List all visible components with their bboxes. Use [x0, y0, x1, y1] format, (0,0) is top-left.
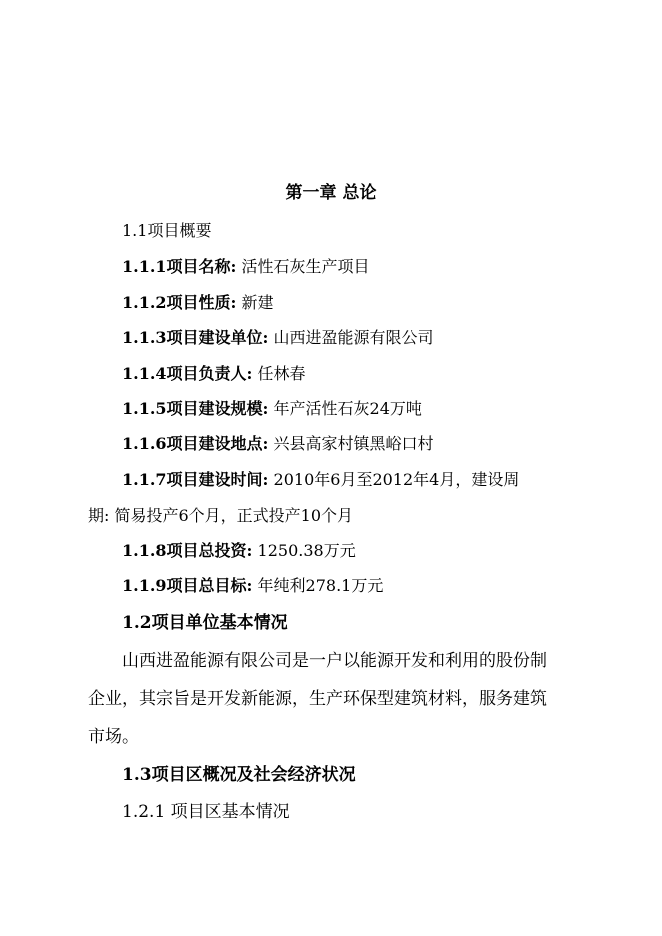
section-heading-1-2: 1.2项目单位基本情况	[122, 613, 288, 633]
item-total-objective	[122, 576, 383, 596]
item-value: 新建	[241, 293, 274, 312]
item-project-leader	[122, 364, 306, 384]
item-project-nature	[122, 293, 274, 313]
item-value: 年产活性石灰24万吨	[273, 399, 422, 418]
chapter-title: 第一章 总论	[285, 183, 377, 203]
section-heading-1-1: 1.1项目概要	[122, 221, 212, 240]
item-value: 兴县高家村镇黑峪口村	[273, 434, 434, 453]
item-total-investment	[122, 541, 356, 561]
item-label: 1.1.4项目负责人:	[122, 364, 253, 383]
item-label: 1.1.9项目总目标:	[122, 576, 253, 595]
item-value: 2010年6月至2012年4月，建设周	[273, 470, 520, 489]
item-value: 活性石灰生产项目	[241, 257, 370, 276]
item-label: 1.1.6项目建设地点:	[122, 434, 269, 453]
item-label: 1.1.8项目总投资:	[122, 541, 253, 560]
item-construction-location	[122, 434, 434, 454]
item-value: 年纯利278.1万元	[257, 576, 384, 595]
item-project-name	[122, 257, 370, 277]
paragraph-line: 企业，其宗旨是开发新能源，生产环保型建筑材料，服务建筑	[88, 689, 547, 709]
item-construction-time	[122, 470, 519, 490]
item-label: 1.1.1项目名称:	[122, 257, 237, 276]
item-value: 任林春	[257, 364, 306, 383]
item-label: 1.1.5项目建设规模:	[122, 399, 269, 418]
item-label: 1.1.7项目建设时间:	[122, 470, 269, 489]
item-value: 1250.38万元	[257, 541, 356, 560]
paragraph-line: 市场。	[88, 727, 139, 747]
item-label: 1.1.2项目性质:	[122, 293, 237, 312]
item-construction-scale	[122, 399, 422, 419]
subsection-heading-1-2-1: 1.2.1 项目区基本情况	[122, 802, 290, 822]
section-heading-1-3: 1.3项目区概况及社会经济状况	[122, 765, 356, 785]
item-label: 1.1.3项目建设单位:	[122, 328, 269, 347]
item-construction-unit	[122, 328, 434, 348]
paragraph-line: 山西进盈能源有限公司是一户以能源开发和利用的股份制	[122, 651, 547, 671]
item-value: 山西进盈能源有限公司	[273, 328, 434, 347]
item-construction-time-continued: 期: 简易投产6个月，正式投产10个月	[88, 506, 354, 525]
